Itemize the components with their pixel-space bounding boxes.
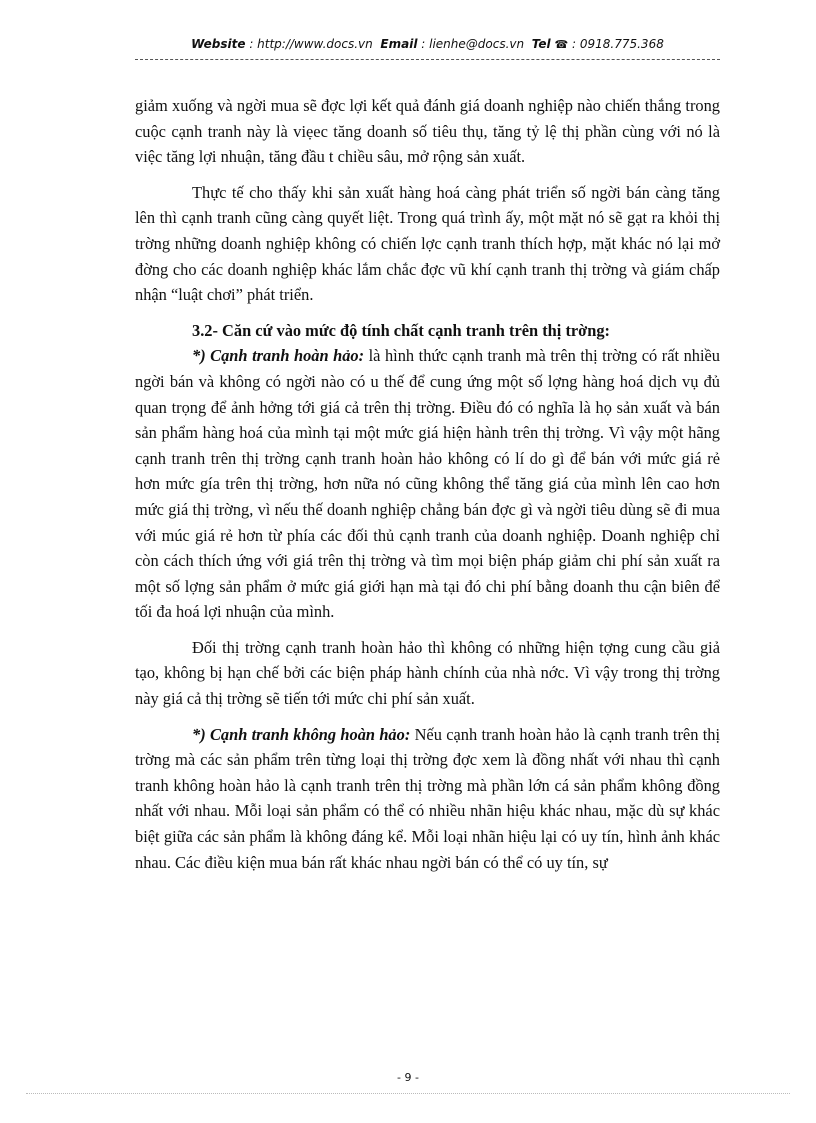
paragraph-4: Đối thị trờng cạnh tranh hoàn hảo thì không có những hiện tợng cung cầu giả tạo, không bị hạn chế bởi các biện pháp hành chính của nhà nớc. Vì vậy trong thị trờng này giá cả thị trờng sẽ tiến tới mức chi phí sản xuất. xyxy=(135,637,720,709)
document-body xyxy=(135,93,720,875)
tel-label: Tel xyxy=(531,37,551,51)
paragraph-3-lead: *) Cạnh tranh hoàn hảo: xyxy=(192,346,365,366)
website-label: Website xyxy=(191,37,246,51)
bottom-divider xyxy=(26,1093,790,1094)
paragraph-5-lead: *) Cạnh tranh không hoàn hảo: xyxy=(192,724,411,744)
paragraph-3 xyxy=(135,343,720,625)
page-number: - 9 - xyxy=(397,1071,419,1084)
paragraph-5-text: Nếu cạnh tranh hoàn hảo là cạnh tranh trên thị trờng mà các sản phẩm trên từng loại thị trờng đợc xem là đồng nhất với nhau thì cạnh tranh không hoàn hảo là cạnh tranh trên thị trờng mà phần lớn cá sản phẩm không đồng nhất với nhau. Mỗi loại sản phẩm có thể có nhiều nhãn hiệu khác nhau, mặc dù sự khác biệt giữa các sản phẩm là không đáng kể. Mỗi loại nhãn hiệu lại có uy tín, hình ảnh khác nhau. Các điều kiện mua bán rất khác nhau ngời bán có thể có uy tín, sự xyxy=(135,724,720,872)
website-value: : http://www.docs.vn xyxy=(249,37,373,51)
telephone-icon: ☎ xyxy=(554,38,569,51)
tel-value: : 0918.775.368 xyxy=(572,37,664,51)
paragraph-1: giảm xuống và ngời mua sẽ đợc lợi kết quả đánh giá doanh nghiệp nào chiến thắng trong cuộc cạnh tranh này là viẹec tăng doanh số tiêu thụ, tăng tỷ lệ thị phần cùng với nó là việc tăng lợi nhuận, tăng đầu t chiều sâu, mở rộng sản xuất. xyxy=(135,96,720,167)
page-header xyxy=(135,37,720,60)
paragraph-3-text: là hình thức cạnh tranh mà trên thị trờng có rất nhiều ngời bán và không có ngời nào có u thế để cung ứng một số lợng hàng hoá dịch vụ đủ quan trọng để ảnh hởng tới giá cả trên thị trờng. Điều đó có nghĩa là họ sản xuất và bán sản phẩm hàng hoá của mình tại một mức giá hiện hành trên thị trờng. Vì vậy một hãng cạnh tranh trên thị trờng cạnh tranh hoàn hảo không có lí do gì để bán với mức giá rẻ hơn mức gía trên thị trờng, hơn nữa nó cũng không thể tăng giá của mình lên cao hơn mức giá thị trờng, vì nếu thế doanh nghiệp chẳng bán đợc gì và ngời tiêu dùng sẽ đi mua với múc giá rẻ hơn từ phía các đối thủ cạnh tranh của doanh nghiệp. Doanh nghiệp chỉ còn cách thích ứng với giá trên thị trờng và tìm mọi biện pháp giảm chi phí sản xuất ra một số lợng sản phẩm ở mức giá giới hạn mà tại đó chi phí bằng doanh thu cận biên để tối đa hoá lợi nhuận của mình. xyxy=(135,346,721,622)
paragraph-5 xyxy=(135,722,720,876)
email-label: Email xyxy=(380,37,418,51)
email-value: : lienhe@docs.vn xyxy=(421,37,525,51)
paragraph-2: Thực tế cho thấy khi sản xuất hàng hoá càng phát triển số ngời bán càng tăng lên thì cạnh tranh cũng càng quyết liệt. Trong quá trình ấy, một mặt nó sẽ gạt ra khỏi thị trờng những doanh nghiệp không có chiến lợc cạnh tranh thích hợp, mặt khác nó lại mở đờng cho các doanh nghiệp khác lắm chắc đợc vũ khí cạnh tranh thị trờng và giám chấp nhận “luật chơi” phát triển. xyxy=(135,182,720,305)
section-heading: 3.2- Căn cứ vào mức độ tính chất cạnh tranh trên thị trờng: xyxy=(192,320,611,340)
